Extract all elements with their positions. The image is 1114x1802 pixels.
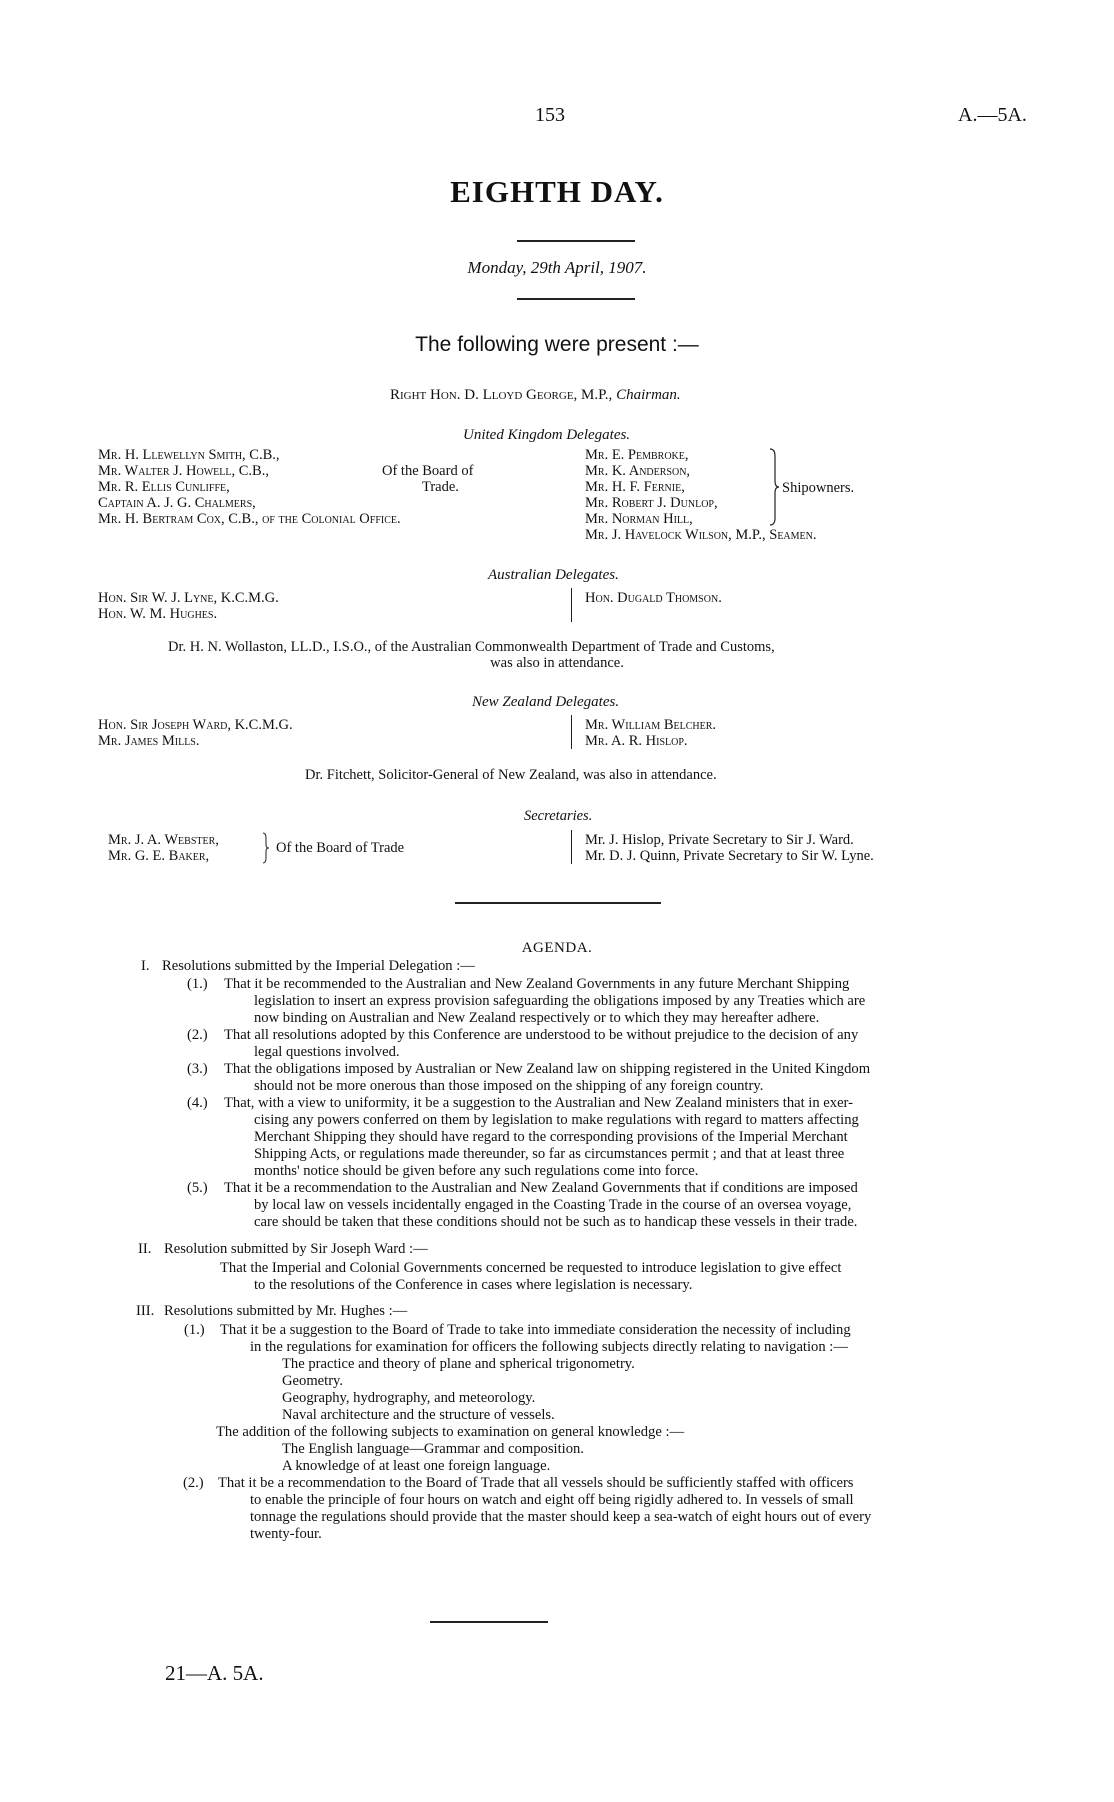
uk-shipowner: Mr. E. Pembroke, bbox=[585, 447, 689, 463]
new-zealand-delegates-heading: New Zealand Delegates. bbox=[472, 694, 620, 710]
item-line: by local law on vessels incidentally engaged in the Coasting Trade in the course of an oversea voyage, bbox=[254, 1197, 852, 1213]
item-line: That it be a recommendation to the Australian and New Zealand Governments that if conditions are imposed bbox=[224, 1180, 858, 1196]
uk-delegates-heading: United Kingdom Delegates. bbox=[463, 427, 631, 443]
item-line: That the obligations imposed by Australian or New Zealand law on shipping registered in the United Kingdom bbox=[224, 1061, 871, 1077]
item-line: legal questions involved. bbox=[254, 1044, 400, 1060]
nz-attendance-line: Dr. Fitchett, Solicitor-General of New Zealand, was also in attendance. bbox=[305, 767, 717, 783]
uk-delegate: Mr. R. Ellis Cunliffe, bbox=[98, 479, 230, 495]
uk-shipowner: Mr. K. Anderson, bbox=[585, 463, 691, 479]
subject-line: A knowledge of at least one foreign language. bbox=[282, 1458, 551, 1474]
item-line: twenty-four. bbox=[250, 1526, 322, 1542]
secretary: Mr. G. E. Baker, bbox=[108, 848, 210, 864]
item-number: (1.) bbox=[187, 976, 208, 992]
subject-line: Geography, hydrography, and meteorology. bbox=[282, 1390, 536, 1406]
uk-seamen-delegate: Mr. J. Havelock Wilson, M.P., Seamen. bbox=[585, 527, 817, 543]
board-of-trade-note: Trade. bbox=[422, 479, 459, 495]
item-line: tonnage the regulations should provide that the master should keep a sea-watch of eight hours out of every bbox=[250, 1509, 872, 1525]
uk-delegate: Mr. H. Llewellyn Smith, C.B., bbox=[98, 447, 280, 463]
nz-delegate: Mr. William Belcher. bbox=[585, 717, 717, 733]
uk-delegate: Mr. H. Bertram Cox, C.B., of the Colonial Office. bbox=[98, 511, 401, 527]
secretaries-brace bbox=[262, 832, 270, 864]
item-number: (5.) bbox=[187, 1180, 208, 1196]
column-divider bbox=[571, 588, 572, 622]
item-line: That it be a recommendation to the Board of Trade that all vessels should be sufficiently staffed with officers bbox=[218, 1475, 854, 1491]
secretaries-board-note: Of the Board of Trade bbox=[276, 840, 405, 856]
item-line: now binding on Australian and New Zealand respectively or to which they may hereafter adhere. bbox=[254, 1010, 820, 1026]
item-line: That it be recommended to the Australian and New Zealand Governments in any future Merchant Shipping bbox=[224, 976, 850, 992]
general-knowledge-intro: The addition of the following subjects to examination on general knowledge :— bbox=[216, 1424, 685, 1440]
subject-line: Geometry. bbox=[282, 1373, 344, 1389]
column-divider bbox=[571, 830, 572, 864]
australian-attendance-line: was also in attendance. bbox=[490, 655, 624, 671]
column-divider bbox=[571, 715, 572, 749]
section-title: Resolutions submitted by the Imperial Delegation :— bbox=[162, 958, 475, 974]
chairman-role: Chairman. bbox=[616, 387, 681, 403]
title-divider bbox=[517, 240, 635, 242]
uk-shipowner: Mr. Norman Hill, bbox=[585, 511, 693, 527]
date-divider bbox=[517, 298, 635, 300]
item-line: Shipping Acts, or regulations made thereunder, so far as circumstances permit ; and that at least three bbox=[254, 1146, 845, 1162]
item-line: That all resolutions adopted by this Conference are understood to be without prejudice to the decision of any bbox=[224, 1027, 859, 1043]
board-of-trade-note: Of the Board of bbox=[382, 463, 474, 479]
agenda-heading: AGENDA. bbox=[521, 940, 593, 956]
private-secretary: Mr. D. J. Quinn, Private Secretary to Sir W. Lyne. bbox=[585, 848, 874, 864]
private-secretary: Mr. J. Hislop, Private Secretary to Sir J. Ward. bbox=[585, 832, 854, 848]
shipowners-brace bbox=[768, 448, 780, 526]
subject-line: The English language—Grammar and composition. bbox=[282, 1441, 584, 1457]
australian-delegate: Hon. W. M. Hughes. bbox=[98, 606, 218, 622]
footer-reference: 21—A. 5A. bbox=[165, 1661, 264, 1685]
uk-delegate: Captain A. J. G. Chalmers, bbox=[98, 495, 256, 511]
section-number: II. bbox=[138, 1241, 152, 1257]
item-number: (1.) bbox=[184, 1322, 205, 1338]
australian-delegate: Hon. Dugald Thomson. bbox=[585, 590, 722, 606]
item-line: care should be taken that these conditions should not be such as to handicap these vessels in their trade. bbox=[254, 1214, 858, 1230]
secretaries-heading: Secretaries. bbox=[524, 808, 593, 824]
australian-delegate: Hon. Sir W. J. Lyne, K.C.M.G. bbox=[98, 590, 279, 606]
section-title: Resolutions submitted by Mr. Hughes :— bbox=[164, 1303, 408, 1319]
section-number: III. bbox=[136, 1303, 155, 1319]
section-divider bbox=[455, 902, 661, 904]
item-number: (4.) bbox=[187, 1095, 208, 1111]
uk-shipowner: Mr. Robert J. Dunlop, bbox=[585, 495, 718, 511]
subject-line: The practice and theory of plane and spherical trigonometry. bbox=[282, 1356, 635, 1372]
item-line: cising any powers conferred on them by legislation to make regulations with regard to matters affecting bbox=[254, 1112, 859, 1128]
item-number: (2.) bbox=[187, 1027, 208, 1043]
document-reference: A.—5A. bbox=[958, 104, 1027, 126]
nz-delegate: Mr. A. R. Hislop. bbox=[585, 733, 688, 749]
item-line: should not be more onerous than those imposed on the shipping of any foreign country. bbox=[254, 1078, 764, 1094]
subject-line: Naval architecture and the structure of vessels. bbox=[282, 1407, 555, 1423]
item-line: months' notice should be given before any such regulations come into force. bbox=[254, 1163, 699, 1179]
secretary: Mr. J. A. Webster, bbox=[108, 832, 219, 848]
present-heading: The following were present :— bbox=[415, 333, 699, 356]
item-number: (2.) bbox=[183, 1475, 204, 1491]
australian-attendance-line: Dr. H. N. Wollaston, LL.D., I.S.O., of the Australian Commonwealth Department of Trade and Customs, bbox=[168, 639, 775, 655]
item-line: to enable the principle of four hours on watch and eight off being rigidly adhered to. In vessels of small bbox=[250, 1492, 854, 1508]
page-title: EIGHTH DAY. bbox=[450, 174, 664, 209]
shipowners-label: Shipowners. bbox=[782, 480, 855, 496]
item-line: That it be a suggestion to the Board of Trade to take into immediate consideration the necessity of including bbox=[220, 1322, 851, 1338]
australian-delegates-heading: Australian Delegates. bbox=[488, 567, 619, 583]
item-line: to the resolutions of the Conference in cases where legislation is necessary. bbox=[254, 1277, 693, 1293]
item-line: legislation to insert an express provision safeguarding the obligations imposed by any Treaties which are bbox=[254, 993, 866, 1009]
item-line: Merchant Shipping they should have regard to the corresponding provisions of the Imperial Merchant bbox=[254, 1129, 848, 1145]
uk-delegate: Mr. Walter J. Howell, C.B., bbox=[98, 463, 269, 479]
end-divider bbox=[430, 1621, 548, 1623]
nz-delegate: Hon. Sir Joseph Ward, K.C.M.G. bbox=[98, 717, 293, 733]
section-title: Resolution submitted by Sir Joseph Ward :— bbox=[164, 1241, 428, 1257]
chairman-line bbox=[390, 387, 681, 403]
nz-delegate: Mr. James Mills. bbox=[98, 733, 200, 749]
item-line: That the Imperial and Colonial Governments concerned be requested to introduce legislation to give effect bbox=[220, 1260, 842, 1276]
item-line: in the regulations for examination for officers the following subjects directly relating to navigation :— bbox=[250, 1339, 848, 1355]
section-number: I. bbox=[141, 958, 150, 974]
chairman-name: Right Hon. D. Lloyd George, M.P., bbox=[390, 387, 613, 403]
item-number: (3.) bbox=[187, 1061, 208, 1077]
page-number: 153 bbox=[535, 104, 565, 126]
uk-shipowner: Mr. H. F. Fernie, bbox=[585, 479, 685, 495]
item-line: That, with a view to uniformity, it be a suggestion to the Australian and New Zealand ministers that in exer- bbox=[224, 1095, 853, 1111]
meeting-date: Monday, 29th April, 1907. bbox=[467, 258, 647, 277]
